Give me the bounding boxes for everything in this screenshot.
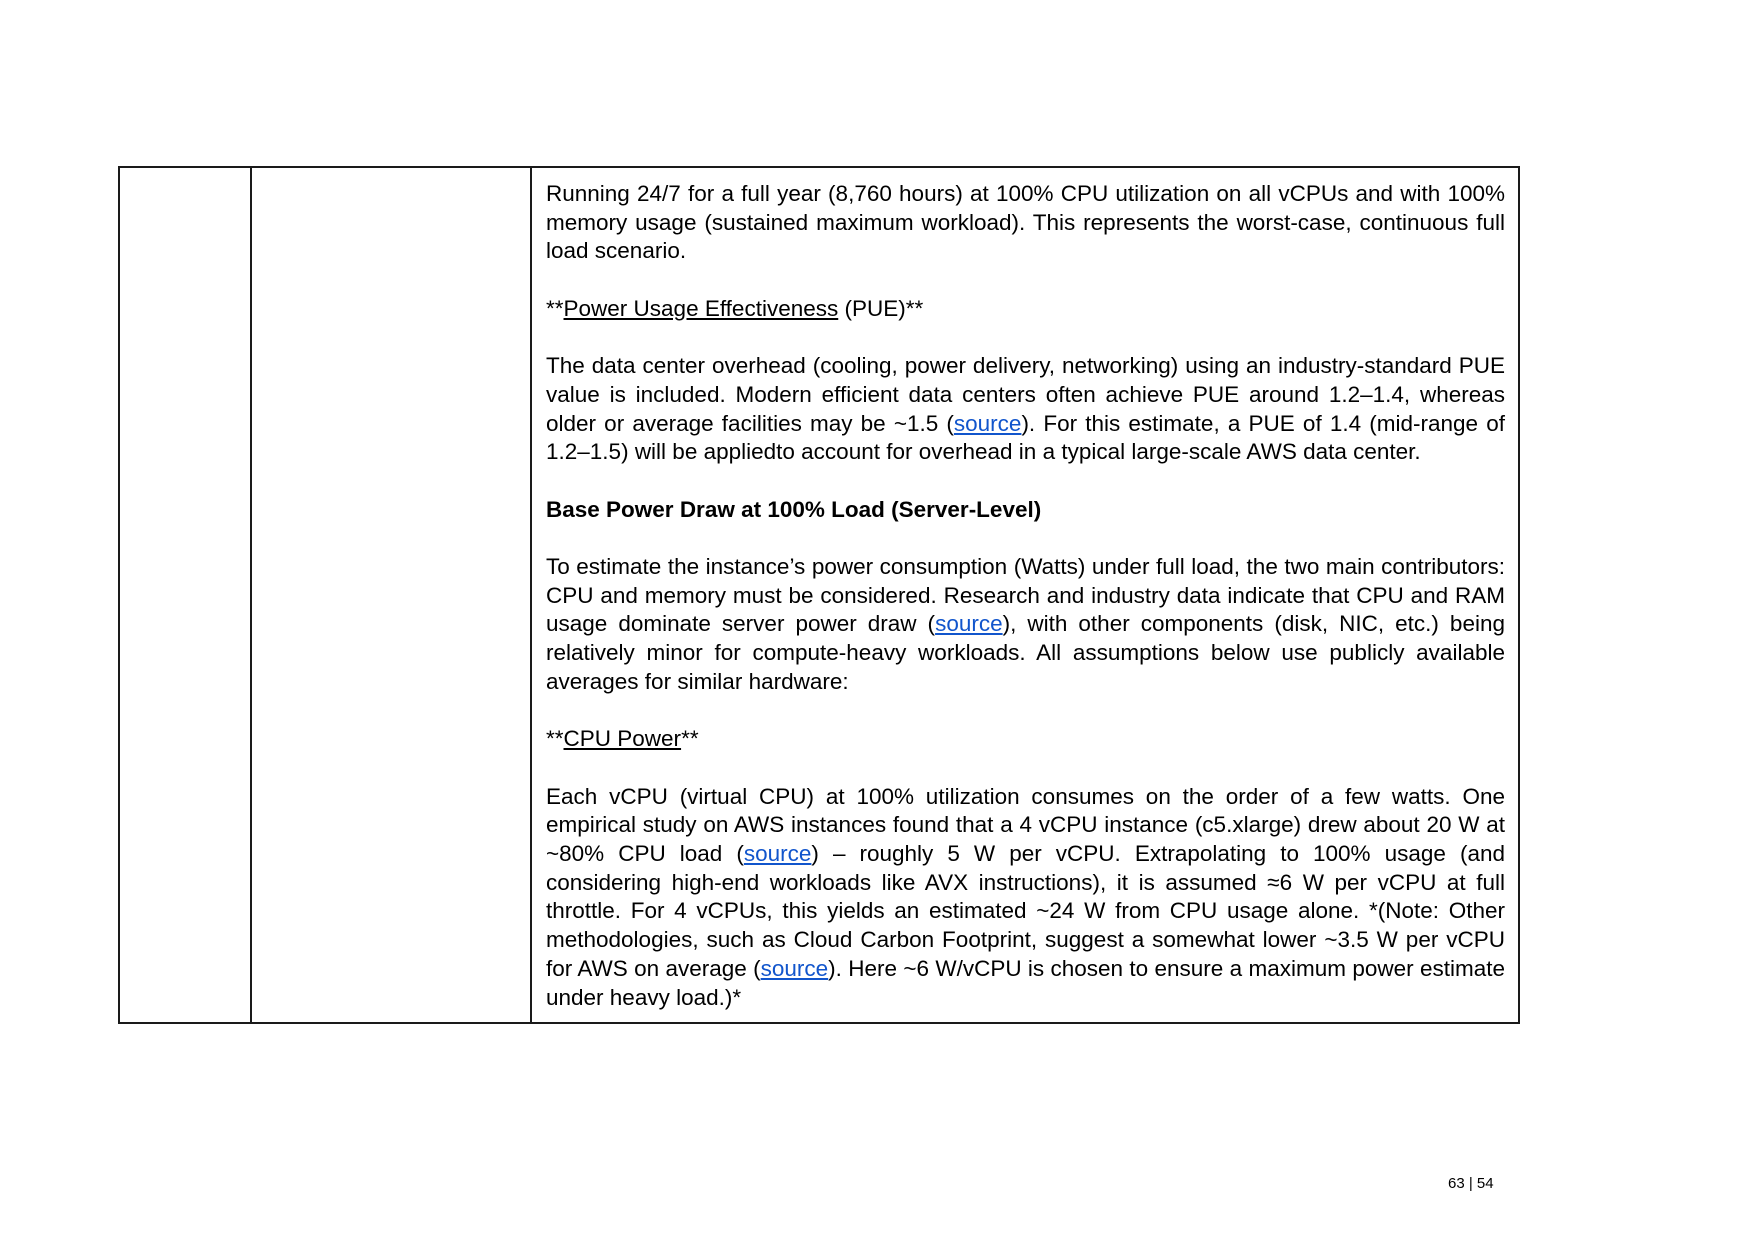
heading-cpu-underlined: CPU Power: [563, 726, 682, 752]
heading-pue-underlined: Power Usage Effectiveness: [563, 295, 839, 321]
heading-base-power: [546, 496, 1505, 525]
heading-base-power-text: Base Power Draw at 100% Load (Server-Level): [546, 496, 1042, 522]
paragraph-workload-text: Running 24/7 for a full year (8,760 hours) at 100% CPU utilization on all vCPUs and with 100% memory usage (sustained maximum workload). This represents the worst-case, continuous full load scenario.: [546, 181, 1505, 264]
paragraph-cpu-text-a: Each vCPU (virtual CPU) at 100% utilization consumes on the order of a few watts. One empirical study on AWS instances found that a 4 vCPU instance (c5.xlarge) drew about 20 W at ~80% CPU load (: [546, 783, 1505, 867]
table-cell-content: [531, 167, 1519, 1023]
paragraph-workload: [546, 180, 1505, 266]
table-cell-empty-2: [251, 167, 531, 1023]
source-link-cloud-carbon[interactable]: source: [760, 955, 829, 981]
paragraph-pue-text-b: ). For this estimate, a PUE of 1.4 (mid-range of 1.2–1.5) will be appliedto account for overhead in a typical large-scale AWS data center.: [546, 410, 1505, 465]
paragraph-base-power-text-b: ), with other components (disk, NIC, etc.) being relatively minor for compute-heavy workloads. All assumptions below use publicly available averages for similar hardware:: [546, 611, 1505, 694]
cell-text-block: [532, 168, 1518, 1022]
source-link-cpu-study[interactable]: source: [743, 841, 812, 867]
heading-pue: [546, 295, 1505, 324]
paragraph-base-power: [546, 553, 1505, 697]
table-row: [119, 167, 1519, 1023]
paragraph-base-power-text-a: To estimate the instance’s power consumption (Watts) under full load, the two main contributors: CPU and memory must be considered. Research and industry data indicate that CPU and RAM usage dominate server power draw (: [546, 554, 1505, 637]
heading-pue-suffix: (PUE)**: [838, 295, 924, 321]
content-table: [118, 166, 1520, 1024]
page-number: 63 | 54: [1448, 1175, 1494, 1192]
paragraph-pue: [546, 352, 1505, 467]
heading-cpu-prefix: **: [546, 726, 564, 752]
source-link-pue[interactable]: source: [953, 410, 1022, 436]
paragraph-cpu-text-b: ) – roughly 5 W per vCPU. Extrapolating to 100% usage (and considering high-end workloads like AVX instructions), it is assumed ≈6 W per vCPU at full throttle. For 4 vCPUs, this yields an estimated ~24 W from CPU usage alone. *(Note: Other methodologies, such as Cloud Carbon Footprint, suggest a somewhat lower ~3.5 W per vCPU for AWS on average (: [546, 841, 1505, 981]
paragraph-cpu-power: [546, 783, 1505, 1013]
heading-cpu-suffix: **: [681, 726, 699, 752]
paragraph-pue-text-a: The data center overhead (cooling, power delivery, networking) using an industry-standard PUE value is included. Modern efficient data centers often achieve PUE around 1.2–1.4, whereas older or average facilities may be ~1.5 (: [546, 353, 1505, 436]
heading-pue-prefix: **: [546, 295, 564, 321]
table-cell-empty-1: [119, 167, 251, 1023]
heading-cpu-power: [546, 725, 1505, 754]
paragraph-cpu-text-c: ). Here ~6 W/vCPU is chosen to ensure a maximum power estimate under heavy load.)*: [546, 955, 1505, 1010]
source-link-base-power[interactable]: source: [935, 611, 1003, 637]
